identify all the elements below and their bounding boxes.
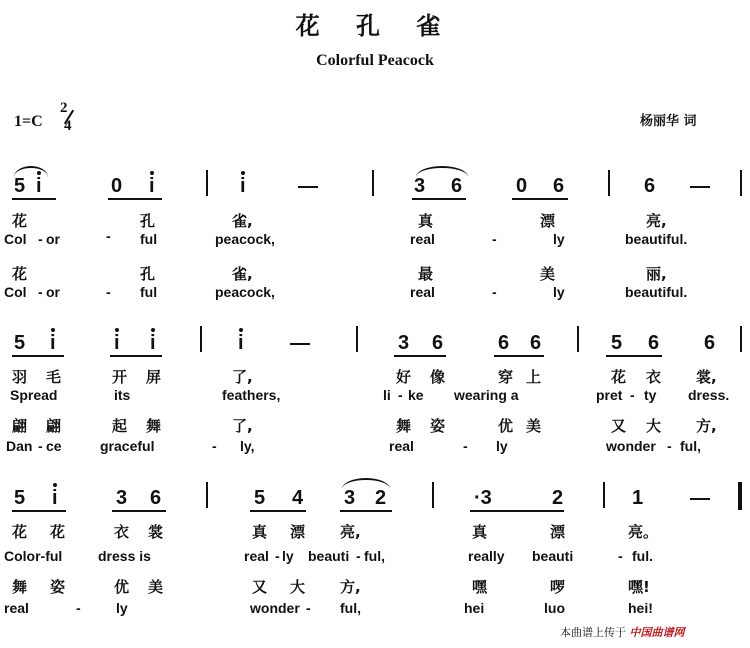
lyric-en: ful,: [680, 438, 701, 454]
lyric-en: ful.: [632, 548, 653, 564]
lyric-en: -: [398, 387, 403, 403]
lyric-en: Col: [4, 284, 27, 300]
lyric-en: ty: [644, 387, 657, 403]
lyric-en: hei: [464, 600, 485, 616]
bar-line: [372, 170, 374, 196]
lyric-cn: 开: [112, 368, 128, 386]
time-signature: [58, 100, 78, 138]
note: 5: [14, 175, 26, 197]
note: 6: [498, 332, 510, 354]
lyric-cn: 优: [114, 578, 130, 596]
lyric-cn: 美: [148, 578, 164, 596]
beam-underline: [108, 198, 162, 200]
note: 6: [648, 332, 660, 354]
lyric-cn: 舞: [146, 417, 162, 435]
lyric-cn: 了,: [232, 368, 253, 386]
lyric-cn: 了,: [232, 417, 253, 435]
bar-line: [608, 170, 610, 196]
lyric-en: real: [410, 284, 435, 300]
lyric-en: Dan: [6, 438, 33, 454]
lyric-cn: 上: [526, 368, 542, 386]
bar-line: [577, 326, 579, 352]
beam-underline: [112, 510, 166, 512]
lyric-cn: 真: [418, 212, 434, 230]
lyric-en: -: [38, 284, 43, 300]
lyric-cn: 翩: [12, 417, 28, 435]
lyricist-credit: 杨丽华 词: [640, 114, 697, 129]
lyric-cn: 嘿: [472, 578, 488, 596]
lyric-cn: 漂: [290, 523, 306, 541]
extension-dash: [298, 186, 318, 188]
lyric-en: -: [630, 387, 635, 403]
time-signature-denominator: 4: [64, 118, 72, 134]
lyric-en: hei!: [628, 600, 653, 616]
lyric-en: its: [114, 387, 131, 403]
lyric-en: wonder: [250, 600, 300, 616]
lyric-en: ful: [140, 284, 158, 300]
lyric-en: feathers,: [222, 387, 281, 403]
lyric-cn: 亮。: [628, 523, 659, 541]
lyric-en: wearing a: [454, 387, 519, 403]
beam-underline: [606, 355, 662, 357]
beam-underline: [110, 355, 162, 357]
lyric-cn: 又: [611, 417, 627, 435]
note: 5: [14, 332, 26, 354]
lyric-cn: 亮,: [646, 212, 667, 230]
note: 2: [375, 487, 387, 509]
beam-underline: [250, 510, 306, 512]
lyric-en: -: [38, 438, 43, 454]
watermark-text: 本曲谱上传于: [560, 626, 626, 639]
site-logo: 中国曲谱网: [629, 626, 685, 639]
lyric-en: -: [76, 600, 81, 616]
lyric-cn: 舞: [12, 578, 28, 596]
lyric-en: real: [389, 438, 414, 454]
lyric-cn: 花: [50, 523, 66, 541]
lyric-cn: 最: [418, 265, 434, 283]
beam-underline: [512, 198, 568, 200]
lyric-en: peacock,: [215, 284, 275, 300]
lyric-cn: 美: [526, 417, 542, 435]
lyric-cn: 花: [12, 265, 28, 283]
note: i: [240, 175, 246, 197]
lyric-en: -: [306, 600, 311, 616]
note: i: [50, 332, 56, 354]
lyric-cn: 啰: [550, 578, 566, 596]
lyric-cn: 漂: [550, 523, 566, 541]
lyric-en: beautiful.: [625, 284, 688, 300]
note: i: [36, 175, 42, 197]
beam-underline: [12, 510, 66, 512]
beam-underline: [412, 198, 466, 200]
extension-dash: [690, 498, 710, 500]
note: i: [52, 487, 58, 509]
lyric-en: luo: [544, 600, 565, 616]
lyric-cn: 大: [646, 417, 662, 435]
lyric-cn: 真: [472, 523, 488, 541]
lyric-en: beauti: [308, 548, 350, 564]
note: 6: [704, 332, 716, 354]
lyric-cn: 姿: [50, 578, 66, 596]
lyric-en: ly: [553, 284, 565, 300]
beam-underline: [394, 355, 446, 357]
lyric-cn: 漂: [540, 212, 556, 230]
lyric-en: Col: [4, 231, 27, 247]
note: 3: [344, 487, 356, 509]
song-title: 花 孔 雀: [295, 11, 455, 40]
lyric-cn: 衣: [646, 368, 662, 386]
note: 2: [552, 487, 564, 509]
note: ·3: [474, 487, 492, 509]
note: 5: [254, 487, 266, 509]
note: 3: [116, 487, 128, 509]
lyric-cn: 真: [252, 523, 268, 541]
note: i: [149, 175, 155, 197]
beam-underline: [12, 355, 64, 357]
note: 6: [150, 487, 162, 509]
lyric-en: real: [4, 600, 29, 616]
lyric-cn: 好: [396, 368, 412, 386]
lyric-en: -: [463, 438, 468, 454]
site-watermark: [560, 624, 685, 640]
lyric-cn: 像: [430, 368, 446, 386]
extension-dash: [690, 186, 710, 188]
lyric-en: -: [38, 231, 43, 247]
lyric-en: Spread: [10, 387, 58, 403]
lyric-cn: 翩: [46, 417, 62, 435]
note: 5: [14, 487, 26, 509]
bar-line: [432, 482, 434, 508]
note: 6: [451, 175, 463, 197]
lyric-en: ly: [116, 600, 128, 616]
lyric-en: -: [106, 228, 111, 244]
note: 4: [292, 487, 304, 509]
bar-line: [603, 482, 605, 508]
beam-underline: [340, 510, 392, 512]
note: i: [114, 332, 120, 354]
bar-line: [356, 326, 358, 352]
note: i: [238, 332, 244, 354]
lyric-cn: 孔: [140, 212, 156, 230]
note: 6: [530, 332, 542, 354]
time-signature-numerator: 2: [60, 100, 68, 116]
lyric-cn: 方,: [696, 417, 717, 435]
lyric-en: -: [667, 438, 672, 454]
extension-dash: [290, 343, 310, 345]
note: 6: [644, 175, 656, 197]
lyric-cn: 雀,: [232, 265, 253, 283]
lyric-cn: 孔: [140, 265, 156, 283]
lyric-cn: 花: [12, 523, 28, 541]
note: 3: [398, 332, 410, 354]
lyric-en: ful,: [364, 548, 385, 564]
lyric-en: ce: [46, 438, 62, 454]
bar-line: [740, 170, 742, 196]
lyric-en: peacock,: [215, 231, 275, 247]
lyric-en: ke: [408, 387, 424, 403]
lyric-en: ly,: [240, 438, 255, 454]
lyric-en: ly: [553, 231, 565, 247]
lyric-en: ly: [496, 438, 508, 454]
lyric-cn: 嘿!: [628, 578, 650, 596]
lyric-en: graceful: [100, 438, 155, 454]
lyric-en: beauti: [532, 548, 574, 564]
lyric-en: ly: [282, 548, 294, 564]
lyric-cn: 穿: [498, 368, 514, 386]
note: 1: [632, 487, 644, 509]
beam-underline: [470, 510, 564, 512]
bar-line: [740, 326, 742, 352]
note: 6: [553, 175, 565, 197]
lyric-en: -: [275, 548, 280, 564]
lyric-en: -: [618, 548, 623, 564]
lyric-en: or: [46, 284, 60, 300]
note: 6: [432, 332, 444, 354]
lyric-cn: 大: [290, 578, 306, 596]
lyric-cn: 又: [252, 578, 268, 596]
lyric-cn: 优: [498, 417, 514, 435]
lyric-en: -: [492, 231, 497, 247]
lyric-en: -: [106, 284, 111, 300]
lyric-cn: 衣: [114, 523, 130, 541]
note: 5: [611, 332, 623, 354]
lyric-en: ful,: [340, 600, 361, 616]
lyric-cn: 裳,: [696, 368, 717, 386]
lyric-cn: 起: [112, 417, 128, 435]
lyric-cn: 裳: [148, 523, 164, 541]
final-bar-line: [738, 482, 742, 510]
lyric-cn: 舞: [396, 417, 412, 435]
bar-line: [206, 170, 208, 196]
lyric-en: -: [356, 548, 361, 564]
beam-underline: [12, 198, 56, 200]
lyric-en: real: [410, 231, 435, 247]
lyric-en: real: [244, 548, 269, 564]
lyric-en: Color-ful: [4, 548, 63, 564]
lyric-cn: 花: [12, 212, 28, 230]
lyric-en: pret: [596, 387, 623, 403]
key-signature: 1=C: [14, 113, 43, 130]
bar-line: [206, 482, 208, 508]
lyric-en: -: [492, 284, 497, 300]
lyric-cn: 毛: [46, 368, 62, 386]
lyric-cn: 屏: [146, 368, 162, 386]
lyric-en: -: [212, 438, 217, 454]
lyric-cn: 美: [540, 265, 556, 283]
lyric-cn: 羽: [12, 368, 28, 386]
lyric-cn: 花: [611, 368, 627, 386]
lyric-en: li: [383, 387, 391, 403]
note: i: [150, 332, 156, 354]
lyric-cn: 姿: [430, 417, 446, 435]
lyric-en: really: [468, 548, 505, 564]
lyric-en: dress.: [688, 387, 730, 403]
lyric-en: or: [46, 231, 60, 247]
lyric-cn: 方,: [340, 578, 361, 596]
beam-underline: [494, 355, 544, 357]
note: 0: [516, 175, 528, 197]
song-subtitle: Colorful Peacock: [316, 52, 434, 69]
note: 3: [414, 175, 426, 197]
note: 0: [111, 175, 123, 197]
lyric-en: ful: [140, 231, 158, 247]
lyric-en: beautiful.: [625, 231, 688, 247]
lyric-cn: 亮,: [340, 523, 361, 541]
lyric-en: dress is: [98, 548, 151, 564]
lyric-en: wonder: [606, 438, 656, 454]
lyric-cn: 丽,: [646, 265, 667, 283]
lyric-cn: 雀,: [232, 212, 253, 230]
bar-line: [200, 326, 202, 352]
